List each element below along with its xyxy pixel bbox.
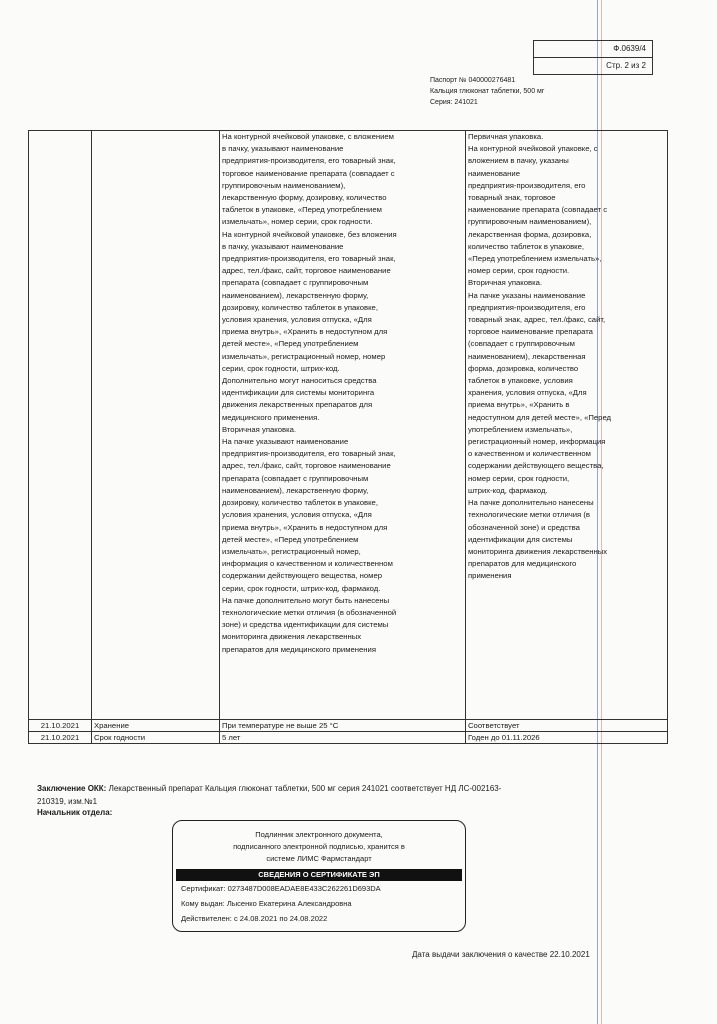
signature-notice-line: подписанного электронной подписью, хранится в [233, 842, 405, 851]
row-test-name [92, 131, 220, 720]
department-head-label: Начальник отдела: [37, 808, 113, 817]
table-row [29, 720, 668, 732]
signature-notice-line: системе ЛИМС Фармстандарт [266, 854, 372, 863]
issued-to-line [173, 896, 465, 911]
row-date [29, 131, 92, 720]
row-date: 21.10.2021 [29, 732, 92, 744]
test-results-table [28, 130, 668, 744]
table-row [29, 732, 668, 744]
row-requirement: 5 лет [220, 732, 466, 744]
row-requirement [220, 131, 466, 720]
conclusion [37, 782, 507, 808]
conclusion-label: Заключение ОКК: [37, 784, 107, 793]
passport-info [430, 75, 544, 108]
table-row [29, 131, 668, 720]
issue-date: Дата выдачи заключения о качестве 22.10.2021 [412, 950, 590, 959]
signature-notice [173, 829, 465, 865]
certificate-header-bar: СВЕДЕНИЯ О СЕРТИФИКАТЕ ЭП [176, 869, 462, 881]
form-number-box [533, 40, 653, 75]
requirement-text: На контурной ячейковой упаковке, с вложением в пачку, указывают наименование предприятия-производителя, его товарный знак, торговое наименование препарата (совпадает с группировочным наименованием), лекарственную форму, дозировку, количество таблеток в упаковке, «Перед употреблением измельчать», номер серии, срок годности. На контурной ячейковой упаковке, без вложения в пачку, указывают наименование предприятия-производителя, его товарный знак, адрес, тел./факс, сайт, торговое наименование препарата (совпадает с группировочным наименованием), лекарственную форму, дозировку, количество таблеток в упаковке, условия хранения, условия отпуска, «Для приема внутрь», «Хранить в недоступном для детей месте», «Перед употреблением измельчать», регистрационный номер, номер серии, срок годности, штрих-код. Дополнительно могут наноситься средства идентификации для системы мониторинга движения лекарственных препаратов для медицинского применения. Вторичная упаковка. На пачке указывают наименование предприятия-производителя, его товарный знак, адрес, тел./факс, сайт, торговое наименование препарата (совпадает с группировочным наименованием), лекарственную форму, дозировку, количество таблеток в упаковке, условия хранения, условия отпуска, «Для приема внутрь», «Хранить в недоступном для детей месте», «Перед употреблением измельчать», регистрационный номер, информация о качественном и количественном содержании действующего вещества, номер серии, срок годности, штрих-код, фармакод. На пачке дополнительно могут быть нанесены технологические метки отличия (в обозначенной зоне) и средства идентификации для системы мониторинга движения лекарственных препаратов для медицинского применения [222, 132, 397, 654]
certificate-value: 0273487D008EADAE8E433C262261D693DA [225, 884, 381, 893]
electronic-signature-stamp [172, 820, 466, 932]
certificate-label: Сертификат: [181, 884, 226, 893]
row-result [466, 131, 668, 720]
issued-to-label: Кому выдан: [181, 899, 225, 908]
row-test-name: Хранение [92, 720, 220, 732]
certificate-line [173, 881, 465, 896]
row-date: 21.10.2021 [29, 720, 92, 732]
signature-notice-line: Подлинник электронного документа, [255, 830, 383, 839]
row-result: Соответствует [466, 720, 668, 732]
form-number: Ф.0639/4 [613, 44, 646, 53]
validity-label: Действителен: [181, 914, 232, 923]
validity-value: с 24.08.2021 по 24.08.2022 [231, 914, 328, 923]
product-name: Кальция глюконат таблетки, 500 мг [430, 88, 545, 95]
result-text: Первичная упаковка. На контурной ячейковой упаковке, с вложением в пачку, указаны наименование предприятия-производителя, его товарный знак, торговое наименование препарата (совпадает с группировочным наименованием), лекарственная форма, дозировка, количество таблеток в упаковке, «Перед употреблением измельчать», номер серии, срок годности. Вторичная упаковка. На пачке указаны наименование предприятия-производителя, его товарный знак, адрес, тел./факс, сайт, торговое наименование препарата (совпадает с группировочным наименованием), лекарственная форма, дозировка, количество таблеток в упаковке, условия хранения, условия отпуска, «Для приема внутрь», «Хранить в недоступном для детей месте», «Перед употреблением измельчать», регистрационный номер, информация о качественном и количественном содержании действующего вещества, номер серии, срок годности, штрих-код, фармакод. На пачке дополнительно нанесены технологические метки отличия (в обозначенной зоне) и средства идентификации для системы мониторинга движения лекарственных препаратов для медицинского применения [468, 132, 612, 581]
conclusion-text: Лекарственный препарат Кальция глюконат таблетки, 500 мг серия 241021 соответствует НД ЛС-002163-210319, изм.№1 [37, 784, 502, 806]
issued-to-value: Лысенко Екатерина Александровна [224, 899, 352, 908]
row-test-name: Срок годности [92, 732, 220, 744]
row-result: Годен до 01.11.2026 [466, 732, 668, 744]
validity-line [173, 911, 465, 926]
passport-number: Паспорт № 040000276481 [430, 77, 516, 84]
row-requirement: При температуре не выше 25 °С [220, 720, 466, 732]
series: Серия: 241021 [430, 99, 478, 106]
page-number: Стр. 2 из 2 [534, 57, 652, 74]
